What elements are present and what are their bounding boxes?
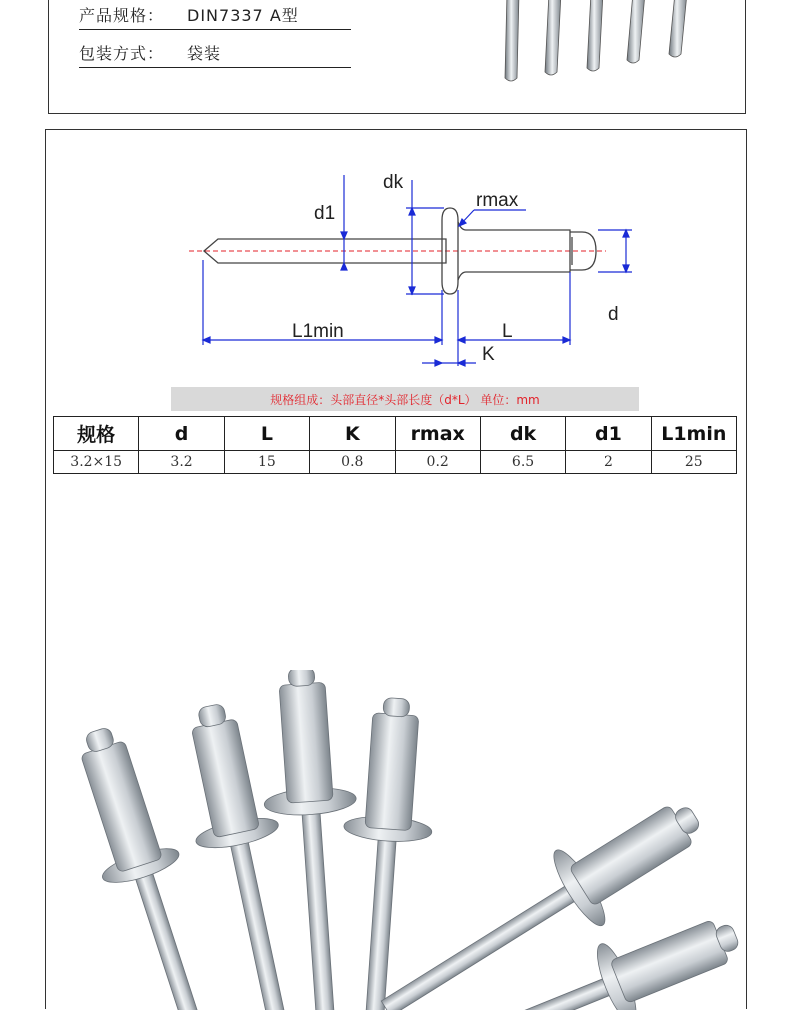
table-cell: 3.2×15 — [54, 451, 139, 474]
header-cell: L1min — [651, 417, 736, 451]
spec-label: 包装方式： — [79, 44, 165, 63]
rivets-photo — [46, 670, 748, 1010]
spec-table — [53, 416, 737, 474]
label-rmax: rmax — [476, 190, 519, 211]
spec-value: DIN7337 A型 — [187, 6, 299, 25]
header-cell: d1 — [566, 417, 651, 451]
header-cell: L — [224, 417, 309, 451]
header-cell: K — [310, 417, 395, 451]
rivet-dimension-diagram — [46, 130, 748, 380]
rivet-stem-3 — [587, 0, 603, 71]
label-k: K — [482, 344, 495, 365]
table-cell: 2 — [566, 451, 651, 474]
label-l: L — [502, 321, 513, 342]
spec-label: 产品规格： — [79, 6, 165, 25]
table-cell: 0.8 — [310, 451, 395, 474]
header-cell: rmax — [395, 417, 480, 451]
table-cell: 15 — [224, 451, 309, 474]
unit-caption: 规格组成：头部直径*头部长度（d*L） 单位：mm — [171, 387, 639, 411]
header-cell: d — [139, 417, 224, 451]
rivet-photo-4 — [330, 695, 441, 1010]
table-cell: 25 — [651, 451, 736, 474]
table-cell: 0.2 — [395, 451, 480, 474]
main-spec-panel — [45, 129, 747, 1009]
top-rivet-photo — [49, 0, 747, 114]
label-dk: dk — [383, 172, 404, 193]
table-row — [54, 451, 737, 474]
table-header-row — [54, 417, 737, 451]
header-cell: dk — [480, 417, 565, 451]
label-l1min: L1min — [292, 321, 344, 342]
rivet-stem-5 — [669, 0, 687, 57]
table-cell: 6.5 — [480, 451, 565, 474]
rivet-stem-4 — [627, 0, 645, 63]
spec-value: 袋装 — [187, 44, 222, 63]
rivet-stem-2 — [545, 0, 561, 75]
label-d: d — [608, 304, 619, 325]
header-cell: 规格 — [54, 417, 139, 451]
top-spec-panel — [48, 0, 746, 114]
table-cell: 3.2 — [139, 451, 224, 474]
rivet-stem-1 — [505, 0, 519, 81]
label-d1: d1 — [314, 203, 336, 224]
